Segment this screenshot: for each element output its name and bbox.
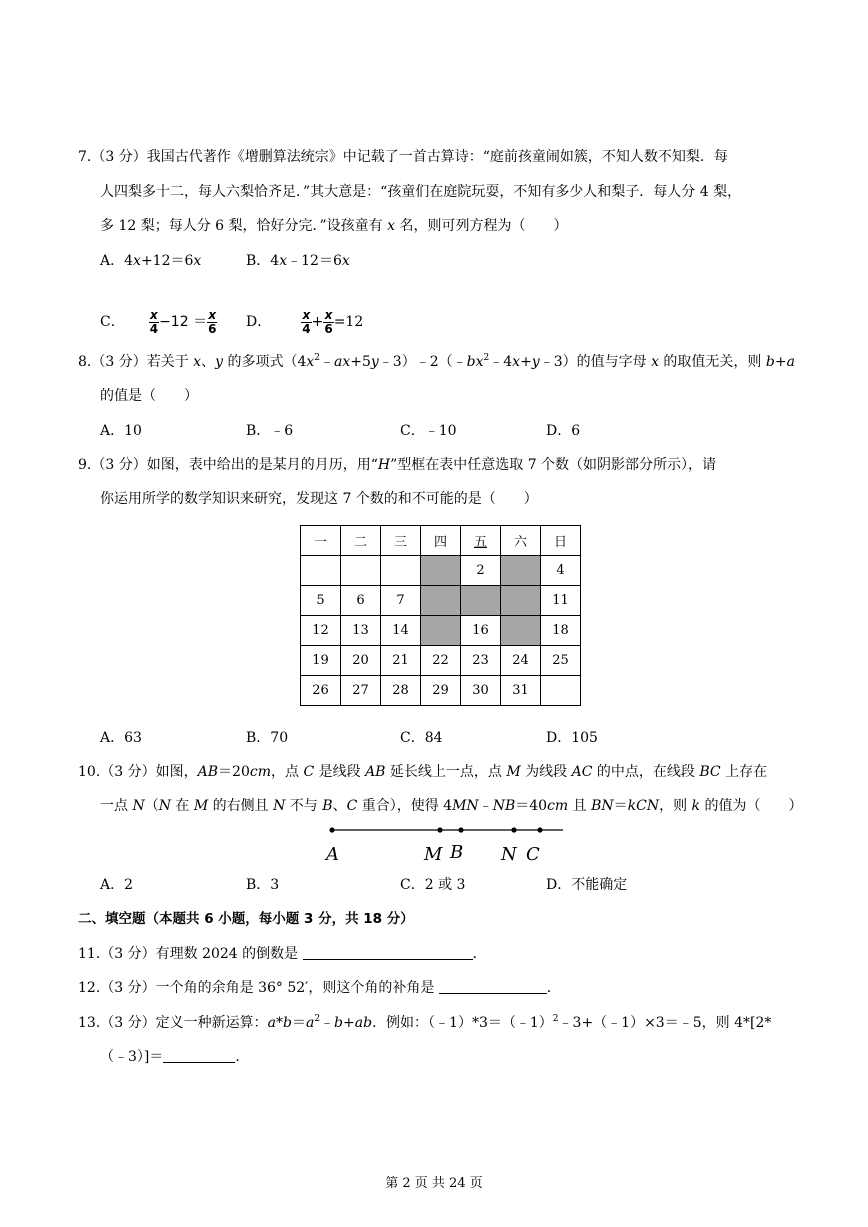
calendar-cell: 22	[421, 646, 461, 676]
text: ．例如：（﹣1）*3＝（﹣1）	[372, 1015, 553, 1031]
q7-option-a	[100, 251, 201, 271]
text: ．	[235, 1049, 250, 1065]
option-text: −12 ＝	[159, 314, 208, 330]
text: 上存在	[720, 764, 768, 780]
calendar-cell: 30	[461, 676, 501, 706]
calendar-cell: 2	[461, 556, 501, 586]
var: C	[346, 798, 358, 814]
q9-option-c: C．84	[400, 730, 443, 746]
text: 延长线上一点，点	[385, 764, 507, 780]
page-number: 第 2 页 共 24 页	[385, 1176, 483, 1191]
var: AC	[571, 764, 593, 780]
calendar-row	[301, 586, 581, 616]
label-m: M	[424, 844, 443, 865]
calendar-cell	[341, 556, 381, 586]
var: kCN	[627, 798, 660, 814]
q7-var-x: x	[387, 218, 396, 234]
calendar-row	[301, 556, 581, 586]
fraction	[207, 309, 217, 336]
calendar-cell: 13	[341, 616, 381, 646]
calendar-cell: 14	[381, 616, 421, 646]
fraction	[323, 309, 333, 336]
q7-line-3-text: 多 12 梨；每人分 6 梨，恰好分完．”设孩童有	[100, 218, 388, 234]
calendar-cell-shaded	[421, 556, 461, 586]
var: x	[193, 354, 202, 370]
calendar-cell: 24	[501, 646, 541, 676]
option-text: =12	[333, 314, 364, 330]
q8-line-1	[78, 352, 795, 372]
segment-diagram	[320, 820, 580, 870]
point-n	[511, 827, 516, 832]
text: +	[343, 1015, 355, 1031]
var: MN	[452, 798, 479, 814]
var: a	[786, 354, 795, 370]
calendar-cell-shaded	[501, 556, 541, 586]
option-text: 4	[124, 253, 134, 269]
text: ＝	[613, 798, 628, 814]
calendar-cell: 5	[301, 586, 341, 616]
text: 的值为（ ）	[700, 798, 803, 814]
calendar-cell-shaded	[461, 586, 501, 616]
q7-line-3	[100, 216, 568, 236]
q11-line	[78, 944, 487, 964]
fraction-numerator: x	[302, 307, 311, 322]
var: NB	[492, 798, 516, 814]
var: x	[306, 354, 315, 370]
q10-option-b: B．3	[246, 877, 280, 893]
calendar-cell: 31	[501, 676, 541, 706]
q12-line	[78, 978, 561, 998]
text: 是线段	[314, 764, 366, 780]
option-label: B．	[246, 253, 271, 269]
text: 、	[332, 798, 347, 814]
text: 11.（3 分）有理数 2024 的倒数是	[78, 946, 299, 962]
calendar-cell: 20	[341, 646, 381, 676]
calendar-cell	[301, 556, 341, 586]
text: 的右侧且	[208, 798, 274, 814]
var: b	[765, 354, 775, 370]
calendar-header-cell: 六	[501, 526, 541, 556]
text: ，则	[659, 798, 692, 814]
text: 重合），使得 4	[357, 798, 453, 814]
calendar-cell	[541, 676, 581, 706]
var: C	[303, 764, 315, 780]
q10-line-2	[100, 796, 802, 816]
option-label: C．	[100, 314, 125, 330]
answer-blank[interactable]	[303, 945, 473, 960]
var: x	[651, 354, 659, 370]
calendar-header-cell: 三	[381, 526, 421, 556]
calendar-header-cell: 日	[541, 526, 581, 556]
calendar-cell: 19	[301, 646, 341, 676]
calendar-header-cell: 四	[421, 526, 461, 556]
fraction-denominator: 6	[208, 321, 217, 336]
label-a: A	[326, 844, 339, 865]
text: ﹣	[478, 798, 493, 814]
calendar-header-row	[301, 526, 581, 556]
q7-line-3-tail: 名，则可列方程为（ ）	[395, 218, 568, 234]
option-text: 4	[270, 253, 280, 269]
var: ab	[354, 1015, 373, 1031]
text: ﹣3+（﹣1）×3＝﹣5，则 4*[2*	[558, 1015, 772, 1031]
var: ax	[334, 354, 351, 370]
text: 的取值无关，则	[658, 354, 766, 370]
answer-blank[interactable]	[163, 1048, 235, 1063]
fraction	[301, 309, 311, 336]
text: 在	[170, 798, 194, 814]
var: BC	[699, 764, 721, 780]
label-b: B	[450, 842, 464, 863]
text: +	[774, 354, 787, 370]
q8-option-a: A．10	[100, 423, 142, 439]
exponent: 2	[483, 353, 490, 363]
calendar-cell: 12	[301, 616, 341, 646]
calendar-cell: 21	[381, 646, 421, 676]
option-text: +12＝6	[140, 253, 194, 269]
calendar-header-cell: 五	[461, 526, 501, 556]
text: ．	[472, 946, 487, 962]
var: M	[506, 764, 521, 780]
text: ﹣4	[489, 354, 513, 370]
option-label: A．	[100, 253, 125, 269]
var: a	[267, 1015, 276, 1031]
q9-option-d: D．105	[546, 730, 598, 746]
calendar-cell: 4	[541, 556, 581, 586]
var: b	[334, 1015, 344, 1031]
var: bx	[466, 354, 484, 370]
text: ﹣3）的值与字母	[539, 354, 652, 370]
fraction-numerator: x	[208, 307, 217, 322]
var: x	[512, 354, 521, 370]
calendar-row	[301, 646, 581, 676]
option-label: D．	[246, 314, 272, 330]
calendar-cell: 27	[341, 676, 381, 706]
option-var: x	[133, 253, 141, 269]
var: BN	[591, 798, 614, 814]
option-var: x	[193, 253, 202, 269]
var: b	[282, 1015, 292, 1031]
label-n: N	[501, 844, 517, 865]
q7-option-d	[246, 305, 363, 339]
label-c: C	[526, 844, 540, 865]
q10-option-a: A．2	[100, 877, 134, 893]
q7-line-2: 人四梨多十二，每人六梨恰齐足．”其大意是：“孩童们在庭院玩耍，不知有多少人和梨子．每人分 4 梨，	[100, 184, 742, 200]
var: N	[273, 798, 286, 814]
q10-option-c: C．2 或 3	[400, 877, 466, 893]
fraction-denominator: 6	[324, 321, 333, 336]
text: ﹣	[320, 1015, 335, 1031]
text: *	[275, 1015, 283, 1031]
text: ﹣	[320, 354, 334, 370]
text: 、	[201, 354, 216, 370]
text: ＝20	[218, 764, 250, 780]
point-m	[437, 827, 442, 832]
calendar-cell: 26	[301, 676, 341, 706]
q9-line-2: 你运用所学的数学知识来研究，发现这 7 个数的和不可能的是（ ）	[100, 491, 538, 507]
text: 13.（3 分）定义一种新运算：	[78, 1015, 268, 1031]
calendar-table	[300, 525, 581, 706]
exponent: 2	[314, 1014, 321, 1024]
q13-line-1	[78, 1013, 771, 1033]
q8-option-b: B．﹣6	[246, 423, 294, 439]
text: ﹣3）﹣2（﹣	[378, 354, 467, 370]
q10-line-1	[78, 762, 767, 782]
text: 的多项式（4	[223, 354, 307, 370]
option-var: x	[279, 253, 288, 269]
text: 8.（3 分）若关于	[78, 354, 194, 370]
calendar-cell: 7	[381, 586, 421, 616]
text: 且	[568, 798, 592, 814]
calendar-cell-shaded	[421, 616, 461, 646]
calendar-header-cell: 二	[341, 526, 381, 556]
calendar-cell: 28	[381, 676, 421, 706]
text: 一点	[100, 798, 133, 814]
calendar-row	[301, 676, 581, 706]
point-a	[329, 827, 334, 832]
text: 的中点，在线段	[592, 764, 700, 780]
text: ＝	[291, 1015, 306, 1031]
answer-blank[interactable]	[439, 979, 547, 994]
calendar-row	[301, 616, 581, 646]
section-title: 二、填空题（本题共 6 小题，每小题 3 分，共 18 分）	[78, 911, 414, 927]
text: 12.（3 分）一个角的余角是 36° 52′，则这个角的补角是	[78, 980, 435, 996]
var: k	[691, 798, 701, 814]
text: 10.（3 分）如图，	[78, 764, 198, 780]
calendar-cell-shaded	[421, 586, 461, 616]
var: cm	[249, 764, 271, 780]
fraction-numerator: x	[324, 307, 333, 322]
option-var: x	[341, 253, 350, 269]
text: ．	[546, 980, 561, 996]
exponent: 2	[552, 1014, 559, 1024]
calendar-cell: 16	[461, 616, 501, 646]
text: ”型框在表中任意选取 7 个数（如阴影部分所示），请	[390, 457, 717, 473]
var: B	[322, 798, 333, 814]
text: 为线段	[520, 764, 572, 780]
point-c	[537, 827, 542, 832]
var: N	[158, 798, 171, 814]
text: 不与	[285, 798, 323, 814]
calendar-cell	[381, 556, 421, 586]
calendar-cell: 29	[421, 676, 461, 706]
q9-option-b: B．70	[246, 730, 289, 746]
var: y	[531, 354, 540, 370]
q9-line-1	[78, 455, 716, 475]
text: ＝40	[515, 798, 548, 814]
var: y	[215, 354, 223, 370]
q7-line-1: 7.（3 分）我国古代著作《增删算法统宗》中记载了一首古算诗：“庭前孩童闹如簇，不知人数不知梨．每	[78, 149, 728, 165]
text: +	[520, 354, 532, 370]
fraction-denominator: 4	[302, 321, 311, 336]
calendar-cell: 11	[541, 586, 581, 616]
q13-line-2	[100, 1047, 249, 1067]
point-b	[458, 827, 463, 832]
var: y	[370, 354, 379, 370]
q9-option-a: A．63	[100, 730, 142, 746]
calendar-cell-shaded	[501, 616, 541, 646]
var: H	[377, 457, 391, 473]
var: cm	[547, 798, 569, 814]
calendar-header-cell: 一	[301, 526, 341, 556]
option-text: +	[311, 314, 324, 330]
var: M	[193, 798, 209, 814]
calendar-cell-shaded	[501, 586, 541, 616]
text: （	[144, 798, 159, 814]
calendar-cell: 18	[541, 616, 581, 646]
text: ，点	[270, 764, 304, 780]
q7-option-c	[100, 305, 217, 339]
q10-option-d: D．不能确定	[546, 877, 628, 893]
var: AB	[365, 764, 386, 780]
var: a	[305, 1015, 315, 1031]
q8-option-c: C．﹣10	[400, 423, 457, 439]
fraction-denominator: 4	[149, 321, 159, 336]
fraction-numerator: x	[150, 307, 158, 322]
q8-option-d: D．6	[546, 423, 581, 439]
calendar-cell: 25	[541, 646, 581, 676]
calendar-cell: 23	[461, 646, 501, 676]
calendar-cell: 6	[341, 586, 381, 616]
option-text: ﹣12＝6	[287, 253, 342, 269]
exponent: 2	[314, 353, 320, 363]
q8-line-2: 的值是（ ）	[100, 388, 198, 404]
var: AB	[197, 764, 219, 780]
fraction	[149, 309, 159, 336]
text: +5	[350, 354, 371, 370]
text: 9.（3 分）如图，表中给出的是某月的月历，用“	[78, 457, 378, 473]
var: N	[132, 798, 145, 814]
text: （﹣3）]＝	[100, 1049, 164, 1065]
q7-option-b	[246, 251, 350, 271]
